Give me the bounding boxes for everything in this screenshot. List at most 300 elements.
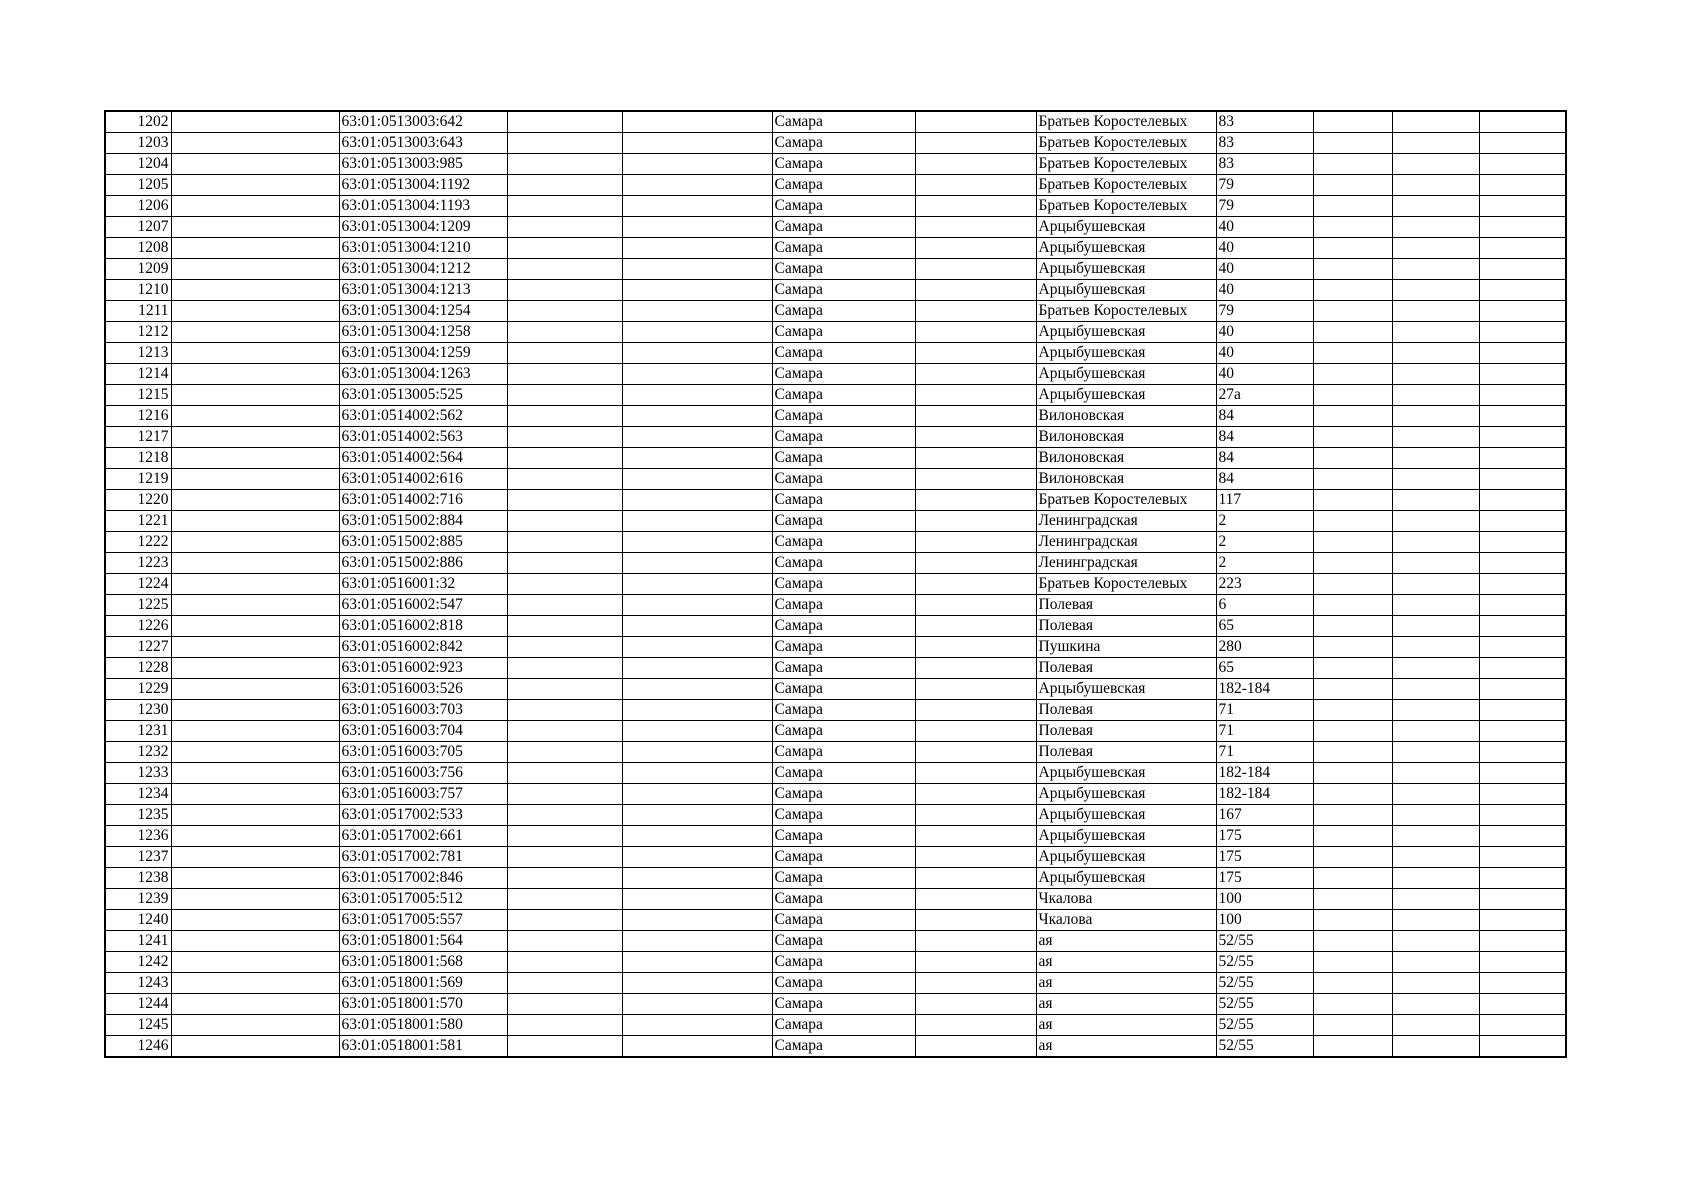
table-row xyxy=(105,280,1566,301)
empty-cell xyxy=(507,742,622,763)
empty-cell xyxy=(171,196,339,217)
empty-cell xyxy=(915,700,1036,721)
empty-cell xyxy=(507,805,622,826)
cadastral-number-cell: 63:01:0518001:570 xyxy=(339,994,507,1015)
row-number-cell: 1231 xyxy=(105,721,171,742)
street-cell: Арцыбушевская xyxy=(1036,784,1216,805)
house-number-cell: 100 xyxy=(1216,910,1313,931)
empty-cell xyxy=(1313,364,1392,385)
row-number-cell: 1204 xyxy=(105,154,171,175)
house-number-cell: 83 xyxy=(1216,154,1313,175)
empty-cell xyxy=(1313,784,1392,805)
house-number-cell: 40 xyxy=(1216,343,1313,364)
house-number-cell: 167 xyxy=(1216,805,1313,826)
cadastral-number-cell: 63:01:0513004:1209 xyxy=(339,217,507,238)
street-cell: Полевая xyxy=(1036,616,1216,637)
city-cell: Самара xyxy=(772,1036,915,1058)
street-cell: Арцыбушевская xyxy=(1036,238,1216,259)
empty-cell xyxy=(915,238,1036,259)
cadastral-number-cell: 63:01:0513004:1192 xyxy=(339,175,507,196)
empty-cell xyxy=(171,931,339,952)
empty-cell xyxy=(171,154,339,175)
street-cell: Полевая xyxy=(1036,658,1216,679)
empty-cell xyxy=(507,532,622,553)
table-row xyxy=(105,595,1566,616)
row-number-cell: 1237 xyxy=(105,847,171,868)
table-row xyxy=(105,490,1566,511)
city-cell: Самара xyxy=(772,301,915,322)
empty-cell xyxy=(507,994,622,1015)
empty-cell xyxy=(1479,322,1566,343)
cadastral-number-cell: 63:01:0517002:533 xyxy=(339,805,507,826)
empty-cell xyxy=(1313,595,1392,616)
empty-cell xyxy=(507,1036,622,1058)
empty-cell xyxy=(507,448,622,469)
empty-cell xyxy=(1392,889,1479,910)
city-cell: Самара xyxy=(772,111,915,133)
empty-cell xyxy=(915,133,1036,154)
city-cell: Самара xyxy=(772,595,915,616)
row-number-cell: 1208 xyxy=(105,238,171,259)
street-cell: Братьев Коростелевых xyxy=(1036,301,1216,322)
row-number-cell: 1227 xyxy=(105,637,171,658)
empty-cell xyxy=(915,406,1036,427)
empty-cell xyxy=(171,595,339,616)
cadastral-number-cell: 63:01:0513004:1213 xyxy=(339,280,507,301)
empty-cell xyxy=(1479,111,1566,133)
empty-cell xyxy=(507,111,622,133)
city-cell: Самара xyxy=(772,175,915,196)
city-cell: Самара xyxy=(772,1015,915,1036)
table-row xyxy=(105,637,1566,658)
house-number-cell: 52/55 xyxy=(1216,994,1313,1015)
table-row xyxy=(105,196,1566,217)
empty-cell xyxy=(507,406,622,427)
empty-cell xyxy=(1313,616,1392,637)
empty-cell xyxy=(507,133,622,154)
row-number-cell: 1217 xyxy=(105,427,171,448)
empty-cell xyxy=(507,784,622,805)
empty-cell xyxy=(622,616,772,637)
empty-cell xyxy=(1479,721,1566,742)
empty-cell xyxy=(171,322,339,343)
empty-cell xyxy=(915,910,1036,931)
empty-cell xyxy=(1479,868,1566,889)
empty-cell xyxy=(507,868,622,889)
empty-cell xyxy=(171,553,339,574)
cadastral-number-cell: 63:01:0513004:1212 xyxy=(339,259,507,280)
table-row xyxy=(105,427,1566,448)
empty-cell xyxy=(507,553,622,574)
empty-cell xyxy=(622,532,772,553)
empty-cell xyxy=(1313,700,1392,721)
house-number-cell: 2 xyxy=(1216,553,1313,574)
empty-cell xyxy=(915,784,1036,805)
empty-cell xyxy=(1479,469,1566,490)
row-number-cell: 1235 xyxy=(105,805,171,826)
empty-cell xyxy=(915,595,1036,616)
table-row xyxy=(105,679,1566,700)
city-cell: Самара xyxy=(772,868,915,889)
table-row xyxy=(105,1036,1566,1058)
empty-cell xyxy=(1479,616,1566,637)
empty-cell xyxy=(1313,868,1392,889)
city-cell: Самара xyxy=(772,805,915,826)
street-cell: Братьев Коростелевых xyxy=(1036,154,1216,175)
city-cell: Самара xyxy=(772,385,915,406)
table-row xyxy=(105,553,1566,574)
street-cell: ая xyxy=(1036,952,1216,973)
empty-cell xyxy=(1392,658,1479,679)
empty-cell xyxy=(622,952,772,973)
empty-cell xyxy=(171,448,339,469)
empty-cell xyxy=(622,427,772,448)
empty-cell xyxy=(171,910,339,931)
empty-cell xyxy=(1392,217,1479,238)
empty-cell xyxy=(622,322,772,343)
empty-cell xyxy=(622,973,772,994)
row-number-cell: 1206 xyxy=(105,196,171,217)
street-cell: Вилоновская xyxy=(1036,469,1216,490)
cadastral-number-cell: 63:01:0513003:985 xyxy=(339,154,507,175)
empty-cell xyxy=(1392,784,1479,805)
empty-cell xyxy=(1313,406,1392,427)
table-row xyxy=(105,259,1566,280)
empty-cell xyxy=(1479,847,1566,868)
cadastral-number-cell: 63:01:0514002:616 xyxy=(339,469,507,490)
house-number-cell: 280 xyxy=(1216,637,1313,658)
street-cell: Вилоновская xyxy=(1036,406,1216,427)
empty-cell xyxy=(915,1015,1036,1036)
street-cell: ая xyxy=(1036,973,1216,994)
empty-cell xyxy=(507,175,622,196)
city-cell: Самара xyxy=(772,658,915,679)
house-number-cell: 52/55 xyxy=(1216,952,1313,973)
empty-cell xyxy=(915,952,1036,973)
empty-cell xyxy=(1392,532,1479,553)
empty-cell xyxy=(507,511,622,532)
empty-cell xyxy=(622,301,772,322)
city-cell: Самара xyxy=(772,490,915,511)
house-number-cell: 40 xyxy=(1216,364,1313,385)
empty-cell xyxy=(915,175,1036,196)
empty-cell xyxy=(171,133,339,154)
empty-cell xyxy=(507,259,622,280)
empty-cell xyxy=(1313,532,1392,553)
row-number-cell: 1224 xyxy=(105,574,171,595)
empty-cell xyxy=(1313,259,1392,280)
empty-cell xyxy=(622,385,772,406)
house-number-cell: 223 xyxy=(1216,574,1313,595)
table-row xyxy=(105,133,1566,154)
row-number-cell: 1202 xyxy=(105,111,171,133)
house-number-cell: 40 xyxy=(1216,259,1313,280)
empty-cell xyxy=(622,343,772,364)
street-cell: Чкалова xyxy=(1036,910,1216,931)
empty-cell xyxy=(1392,406,1479,427)
street-cell: Братьев Коростелевых xyxy=(1036,175,1216,196)
cadastral-number-cell: 63:01:0513004:1259 xyxy=(339,343,507,364)
cadastral-number-cell: 63:01:0514002:563 xyxy=(339,427,507,448)
city-cell: Самара xyxy=(772,259,915,280)
empty-cell xyxy=(915,259,1036,280)
empty-cell xyxy=(915,322,1036,343)
empty-cell xyxy=(915,637,1036,658)
city-cell: Самара xyxy=(772,553,915,574)
house-number-cell: 83 xyxy=(1216,111,1313,133)
empty-cell xyxy=(171,805,339,826)
empty-cell xyxy=(915,553,1036,574)
empty-cell xyxy=(1313,490,1392,511)
city-cell: Самара xyxy=(772,784,915,805)
empty-cell xyxy=(915,868,1036,889)
row-number-cell: 1216 xyxy=(105,406,171,427)
empty-cell xyxy=(622,133,772,154)
house-number-cell: 40 xyxy=(1216,217,1313,238)
house-number-cell: 100 xyxy=(1216,889,1313,910)
cadastral-number-cell: 63:01:0517005:512 xyxy=(339,889,507,910)
empty-cell xyxy=(1479,910,1566,931)
register-table xyxy=(104,110,1567,1058)
house-number-cell: 40 xyxy=(1216,322,1313,343)
house-number-cell: 71 xyxy=(1216,742,1313,763)
empty-cell xyxy=(1392,322,1479,343)
street-cell: Арцыбушевская xyxy=(1036,679,1216,700)
city-cell: Самара xyxy=(772,826,915,847)
empty-cell xyxy=(1313,511,1392,532)
empty-cell xyxy=(1479,343,1566,364)
empty-cell xyxy=(1392,721,1479,742)
empty-cell xyxy=(1313,427,1392,448)
empty-cell xyxy=(915,742,1036,763)
empty-cell xyxy=(171,637,339,658)
empty-cell xyxy=(1479,175,1566,196)
city-cell: Самара xyxy=(772,637,915,658)
empty-cell xyxy=(1392,448,1479,469)
empty-cell xyxy=(1392,763,1479,784)
table-row xyxy=(105,217,1566,238)
house-number-cell: 84 xyxy=(1216,469,1313,490)
house-number-cell: 27а xyxy=(1216,385,1313,406)
empty-cell xyxy=(622,469,772,490)
empty-cell xyxy=(1313,574,1392,595)
row-number-cell: 1205 xyxy=(105,175,171,196)
table-row xyxy=(105,868,1566,889)
empty-cell xyxy=(507,154,622,175)
empty-cell xyxy=(171,700,339,721)
empty-cell xyxy=(1392,742,1479,763)
empty-cell xyxy=(171,826,339,847)
empty-cell xyxy=(1313,343,1392,364)
row-number-cell: 1234 xyxy=(105,784,171,805)
street-cell: ая xyxy=(1036,931,1216,952)
empty-cell xyxy=(1479,406,1566,427)
empty-cell xyxy=(915,574,1036,595)
city-cell: Самара xyxy=(772,469,915,490)
street-cell: Арцыбушевская xyxy=(1036,763,1216,784)
row-number-cell: 1245 xyxy=(105,1015,171,1036)
empty-cell xyxy=(1392,595,1479,616)
city-cell: Самара xyxy=(772,952,915,973)
empty-cell xyxy=(915,1036,1036,1058)
cadastral-number-cell: 63:01:0515002:885 xyxy=(339,532,507,553)
empty-cell xyxy=(1313,805,1392,826)
city-cell: Самара xyxy=(772,910,915,931)
empty-cell xyxy=(622,763,772,784)
empty-cell xyxy=(915,994,1036,1015)
empty-cell xyxy=(507,826,622,847)
empty-cell xyxy=(622,700,772,721)
cadastral-number-cell: 63:01:0515002:884 xyxy=(339,511,507,532)
city-cell: Самара xyxy=(772,763,915,784)
empty-cell xyxy=(1313,1015,1392,1036)
row-number-cell: 1238 xyxy=(105,868,171,889)
table-row xyxy=(105,952,1566,973)
empty-cell xyxy=(622,490,772,511)
house-number-cell: 40 xyxy=(1216,280,1313,301)
empty-cell xyxy=(1313,1036,1392,1058)
empty-cell xyxy=(171,259,339,280)
empty-cell xyxy=(1479,994,1566,1015)
cadastral-number-cell: 63:01:0516002:547 xyxy=(339,595,507,616)
empty-cell xyxy=(1313,721,1392,742)
empty-cell xyxy=(507,574,622,595)
empty-cell xyxy=(507,343,622,364)
register-table-body xyxy=(105,111,1566,1057)
house-number-cell: 79 xyxy=(1216,196,1313,217)
table-row xyxy=(105,931,1566,952)
empty-cell xyxy=(622,826,772,847)
street-cell: Пушкина xyxy=(1036,637,1216,658)
empty-cell xyxy=(622,784,772,805)
empty-cell xyxy=(915,217,1036,238)
table-row xyxy=(105,658,1566,679)
cadastral-number-cell: 63:01:0518001:569 xyxy=(339,973,507,994)
street-cell: ая xyxy=(1036,1015,1216,1036)
empty-cell xyxy=(507,490,622,511)
empty-cell xyxy=(507,721,622,742)
empty-cell xyxy=(1479,805,1566,826)
empty-cell xyxy=(1479,532,1566,553)
house-number-cell: 175 xyxy=(1216,847,1313,868)
empty-cell xyxy=(1479,385,1566,406)
empty-cell xyxy=(622,1036,772,1058)
empty-cell xyxy=(171,364,339,385)
cadastral-number-cell: 63:01:0513004:1254 xyxy=(339,301,507,322)
house-number-cell: 84 xyxy=(1216,406,1313,427)
empty-cell xyxy=(915,448,1036,469)
empty-cell xyxy=(915,847,1036,868)
empty-cell xyxy=(507,469,622,490)
empty-cell xyxy=(915,658,1036,679)
empty-cell xyxy=(171,952,339,973)
empty-cell xyxy=(171,889,339,910)
empty-cell xyxy=(507,637,622,658)
empty-cell xyxy=(1392,259,1479,280)
table-row xyxy=(105,847,1566,868)
empty-cell xyxy=(507,973,622,994)
empty-cell xyxy=(622,574,772,595)
empty-cell xyxy=(507,847,622,868)
empty-cell xyxy=(1392,469,1479,490)
city-cell: Самара xyxy=(772,700,915,721)
cadastral-number-cell: 63:01:0516003:756 xyxy=(339,763,507,784)
table-row xyxy=(105,700,1566,721)
cadastral-number-cell: 63:01:0516003:705 xyxy=(339,742,507,763)
table-row xyxy=(105,343,1566,364)
empty-cell xyxy=(1479,196,1566,217)
empty-cell xyxy=(1313,847,1392,868)
empty-cell xyxy=(915,721,1036,742)
street-cell: Ленинградская xyxy=(1036,553,1216,574)
city-cell: Самара xyxy=(772,238,915,259)
house-number-cell: 6 xyxy=(1216,595,1313,616)
row-number-cell: 1225 xyxy=(105,595,171,616)
empty-cell xyxy=(507,385,622,406)
house-number-cell: 71 xyxy=(1216,721,1313,742)
city-cell: Самара xyxy=(772,889,915,910)
empty-cell xyxy=(1479,490,1566,511)
empty-cell xyxy=(1479,658,1566,679)
empty-cell xyxy=(507,595,622,616)
empty-cell xyxy=(622,721,772,742)
empty-cell xyxy=(1479,364,1566,385)
row-number-cell: 1203 xyxy=(105,133,171,154)
row-number-cell: 1221 xyxy=(105,511,171,532)
empty-cell xyxy=(915,111,1036,133)
empty-cell xyxy=(915,931,1036,952)
table-row xyxy=(105,889,1566,910)
empty-cell xyxy=(1479,154,1566,175)
empty-cell xyxy=(622,805,772,826)
street-cell: Вилоновская xyxy=(1036,448,1216,469)
empty-cell xyxy=(1392,973,1479,994)
empty-cell xyxy=(1392,910,1479,931)
empty-cell xyxy=(1392,364,1479,385)
empty-cell xyxy=(1479,259,1566,280)
house-number-cell: 182-184 xyxy=(1216,784,1313,805)
table-row xyxy=(105,805,1566,826)
empty-cell xyxy=(915,763,1036,784)
empty-cell xyxy=(915,679,1036,700)
empty-cell xyxy=(1392,385,1479,406)
table-row xyxy=(105,994,1566,1015)
city-cell: Самара xyxy=(772,973,915,994)
table-row xyxy=(105,826,1566,847)
empty-cell xyxy=(507,658,622,679)
empty-cell xyxy=(622,679,772,700)
empty-cell xyxy=(1392,994,1479,1015)
city-cell: Самара xyxy=(772,406,915,427)
table-row xyxy=(105,385,1566,406)
empty-cell xyxy=(915,154,1036,175)
table-row xyxy=(105,154,1566,175)
empty-cell xyxy=(622,196,772,217)
street-cell: Арцыбушевская xyxy=(1036,343,1216,364)
street-cell: Ленинградская xyxy=(1036,511,1216,532)
empty-cell xyxy=(622,637,772,658)
empty-cell xyxy=(1313,469,1392,490)
empty-cell xyxy=(915,805,1036,826)
empty-cell xyxy=(915,490,1036,511)
empty-cell xyxy=(622,889,772,910)
empty-cell xyxy=(1392,154,1479,175)
empty-cell xyxy=(171,784,339,805)
street-cell: Полевая xyxy=(1036,721,1216,742)
empty-cell xyxy=(1313,322,1392,343)
table-row xyxy=(105,406,1566,427)
empty-cell xyxy=(622,658,772,679)
